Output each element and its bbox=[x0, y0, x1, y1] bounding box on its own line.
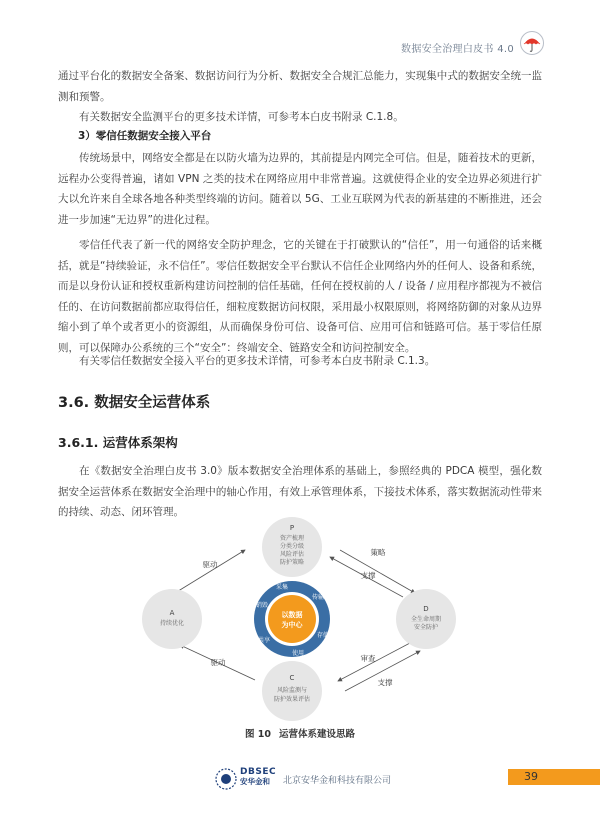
paragraph-traditional: 传统场景中，网络安全都是在以防火墙为边界的，其前提是内网完全可信。但是，随着技术的更新，远程办公变得普遍，诸如 VPN 之类的技术在网络应用中非常普遍。这就使得企业的安全边界必须进行扩大以允许来自全球各地各种类型终端的访问。随着以 5G、工业互联网为代表的新基建的不断推进，还会进一步加速“无边界”的进化过程。 bbox=[58, 152, 542, 226]
footer-brand-en: DBSEC bbox=[240, 767, 277, 777]
center-data-hub bbox=[268, 595, 316, 643]
svg-text:风险监测与: 风险监测与 bbox=[276, 687, 308, 694]
footer-company: 北京安华金和科技有限公司 bbox=[283, 776, 392, 786]
footer-brand-cn: 安华金和 bbox=[240, 777, 270, 786]
paragraph-pdca: 在《数据安全治理白皮书 3.0》版本数据安全治理体系的基础上，参照经典的 PDCA 模型，强化数据安全运营体系在数据安全治理中的轴心作用，有效上承管理体系，下接技术体系，落实数据流动性带来的持续、动态、闭环管理。 bbox=[58, 465, 542, 518]
svg-text:分类分级: 分类分级 bbox=[279, 543, 305, 550]
arrow-a-to-p bbox=[175, 550, 245, 593]
ring-label-use: 使用 bbox=[291, 650, 305, 657]
ring-label-destroy: 销毁 bbox=[255, 602, 269, 609]
ring-label-share: 共享 bbox=[257, 637, 271, 644]
subheading-zero-trust: 3）零信任数据安全接入平台 bbox=[78, 130, 212, 142]
edge-label-dc-2: 支撑 bbox=[377, 678, 393, 687]
svg-text:以数据: 以数据 bbox=[281, 611, 303, 619]
svg-text:防护效果评估: 防护效果评估 bbox=[273, 696, 311, 703]
svg-text:A: A bbox=[169, 609, 175, 617]
svg-text:D: D bbox=[423, 605, 429, 613]
figure-caption bbox=[0, 726, 600, 740]
footer-accent-bar bbox=[508, 769, 600, 785]
svg-text:安全防护: 安全防护 bbox=[413, 624, 439, 631]
paragraph-monitoring: 通过平台化的数据安全备案、数据访问行为分析、数据安全合规汇总能力，实现集中式的数据安全统一监测和预警。 bbox=[58, 70, 542, 103]
edge-label-ap: 驱动 bbox=[202, 560, 218, 569]
footer-brand bbox=[240, 768, 276, 786]
umbrella-logo-icon bbox=[519, 30, 545, 56]
svg-text:P: P bbox=[289, 524, 295, 532]
figure-title: 运营体系建设思路 bbox=[279, 729, 356, 740]
svg-text:防护策略: 防护策略 bbox=[279, 559, 305, 566]
ring-label-transfer: 传输 bbox=[311, 594, 325, 601]
edge-label-dc-1: 审查 bbox=[360, 654, 376, 663]
svg-text:全生命周期: 全生命周期 bbox=[410, 616, 442, 623]
node-a bbox=[142, 589, 202, 649]
header-title: 数据安全治理白皮书 4.0 bbox=[401, 44, 514, 55]
edge-label-ca: 驱动 bbox=[210, 658, 226, 667]
svg-text:C: C bbox=[289, 674, 295, 682]
svg-text:资产梳理: 资产梳理 bbox=[279, 535, 305, 542]
svg-text:持续优化: 持续优化 bbox=[159, 620, 185, 627]
paragraph-monitoring-ref: 有关数据安全监测平台的更多技术详情，可参考本白皮书附录 C.1.8。 bbox=[79, 111, 404, 123]
section-heading-ops-system: 3.6. 数据安全运营体系 bbox=[58, 395, 211, 411]
svg-text:为中心: 为中心 bbox=[281, 621, 303, 629]
paragraph-zero-trust: 零信任代表了新一代的网络安全防护理念，它的关键在于打破默认的“信任”，用一句通俗的话来概括，就是“持续验证，永不信任”。零信任数据安全平台默认不信任企业网络内外的任何人、设备和系统，而是以身份认证和授权重新构建访问控制的信任基础，任何在授权前的人 / 设备 / 应用程序都视为不被信任的、在访问数据前都应取得信任，细粒度数据访问权限，采用最小权限原则，将网络防御的对象从边界缩小到了单个或者更小的资源组，从而确保身份可信、设备可信、应用可信和链路可信。基于零信任原则，可以保障办公系统的三个“安全”：终端安全、链路安全和访问控制安全。 bbox=[58, 239, 542, 354]
page-number: 39 bbox=[524, 770, 538, 783]
section-heading-ops-architecture: 3.6.1. 运营体系架构 bbox=[58, 435, 178, 450]
figure-number: 图 10 bbox=[244, 729, 271, 740]
paragraph-zero-trust-ref: 有关零信任数据安全接入平台的更多技术详情，可参考本白皮书附录 C.1.3。 bbox=[79, 355, 436, 367]
edge-label-pd-2: 支撑 bbox=[360, 571, 376, 580]
ring-label-store: 存储 bbox=[316, 632, 330, 639]
svg-text:风险评估: 风险评估 bbox=[279, 551, 305, 558]
edge-label-pd-1: 策略 bbox=[370, 548, 386, 557]
pdca-diagram bbox=[120, 515, 480, 725]
ring-label-collect: 采集 bbox=[275, 584, 289, 591]
